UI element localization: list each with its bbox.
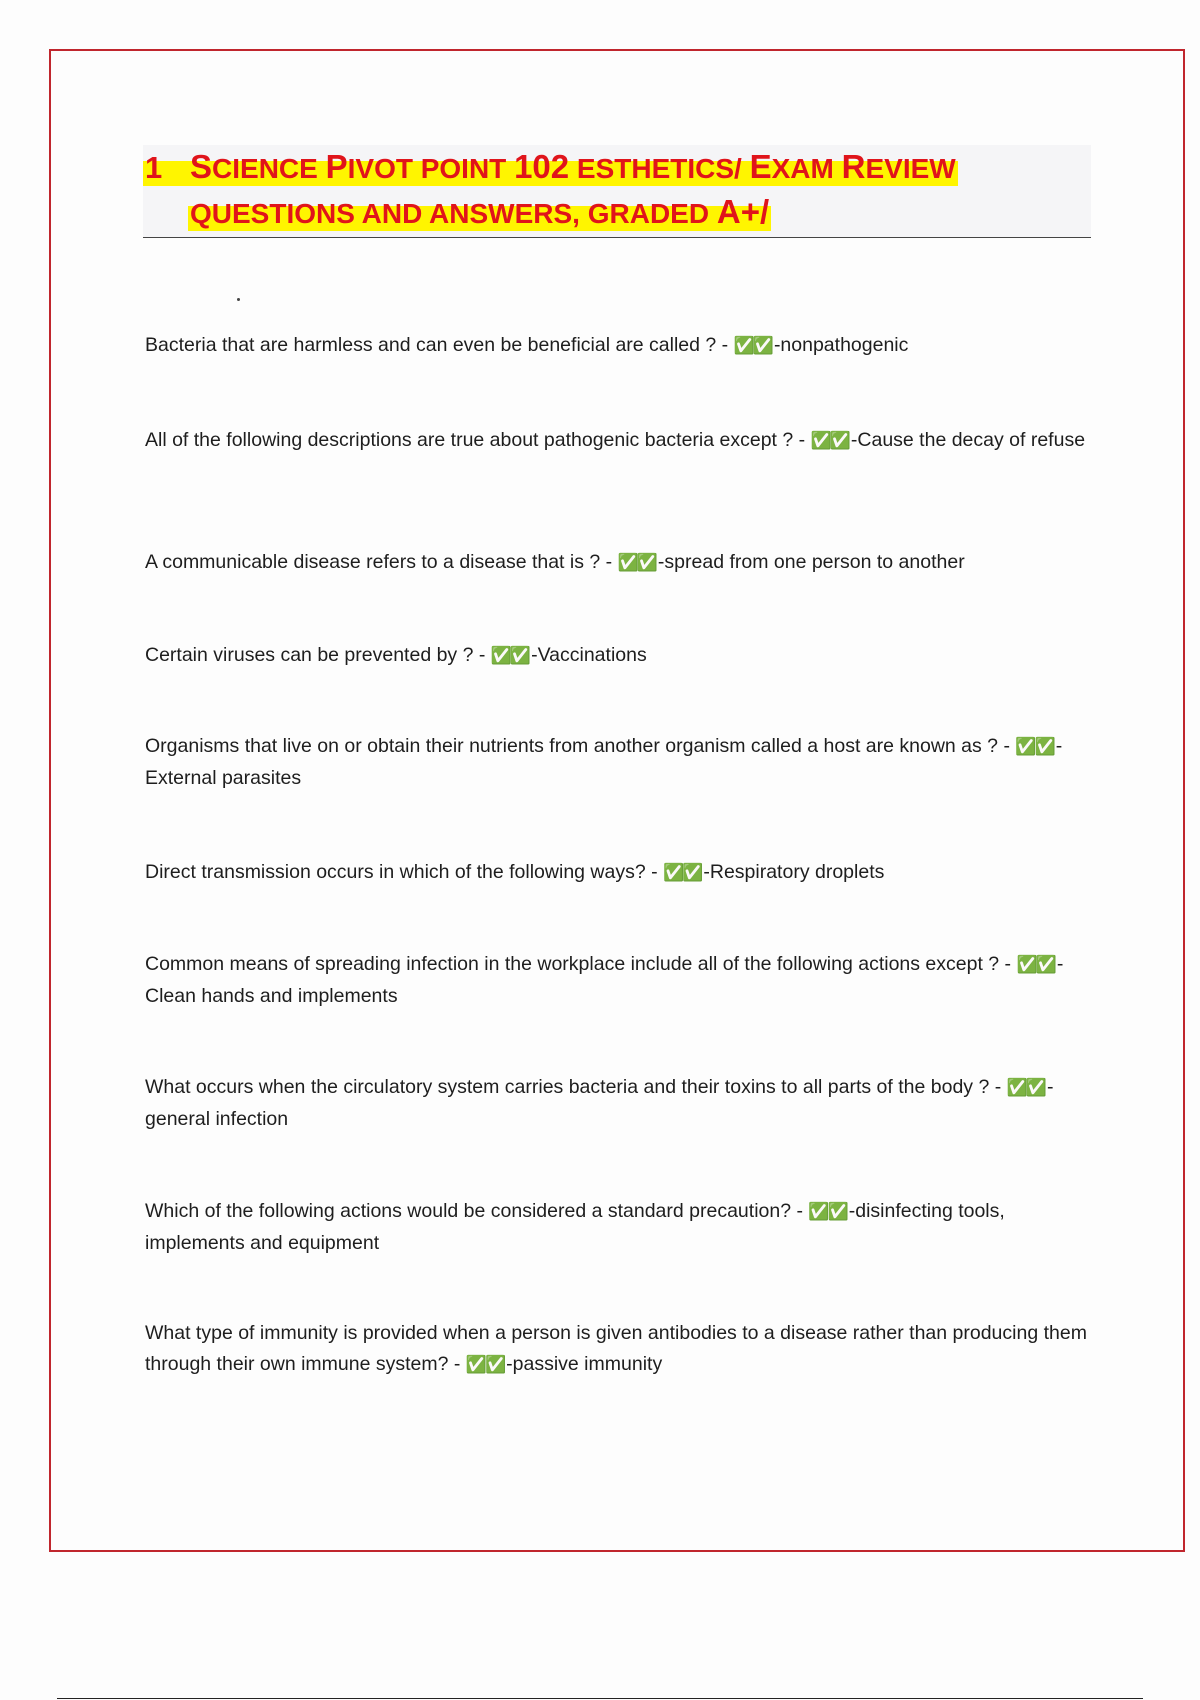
question-text: Which of the following actions would be considered a standard precaution? - <box>145 1200 809 1222</box>
title-fragment: P <box>325 148 348 185</box>
answer-text: -spread from one person to another <box>657 551 965 573</box>
question-text: What type of immunity is provided when a person is given antibodies to a disease rather than producing them through their own immune system? - <box>145 1322 1087 1375</box>
title-fragment: ESTHETICS/ <box>569 153 750 184</box>
qa-item <box>145 1072 1090 1135</box>
answer-text: -Respiratory droplets <box>703 861 885 883</box>
title-text-2 <box>190 193 770 230</box>
answer-text: -passive immunity <box>506 1353 663 1375</box>
title-text-1 <box>190 148 956 185</box>
check-icon: ✅✅ <box>808 1202 847 1222</box>
question-text: A communicable disease refers to a disease that is ? - <box>145 551 618 573</box>
answer-text: -nonpathogenic <box>773 334 909 356</box>
question-text: Bacteria that are harmless and can even be beneficial are called ? - <box>145 334 734 356</box>
title-fragment: S <box>190 148 213 185</box>
title-line-2 <box>188 195 771 228</box>
document-title <box>143 145 1091 238</box>
stray-dot <box>237 298 240 301</box>
question-text: All of the following descriptions are true about pathogenic bacteria except ? - <box>145 429 811 451</box>
check-icon: ✅✅ <box>465 1355 505 1375</box>
qa-item <box>145 425 1090 457</box>
title-fragment: R <box>841 148 866 185</box>
check-icon: ✅✅ <box>733 336 772 356</box>
check-icon: ✅✅ <box>663 863 702 883</box>
qa-item <box>145 949 1090 1012</box>
check-icon: ✅✅ <box>617 553 656 573</box>
title-fragment: QUESTIONS AND ANSWERS, GRADED <box>190 198 717 229</box>
title-highlight-1 <box>143 148 958 186</box>
check-icon: ✅✅ <box>490 646 530 666</box>
title-fragment: A+/ <box>716 193 770 230</box>
title-fragment: 102 <box>514 148 570 185</box>
title-line-1 <box>143 150 958 183</box>
answer-text: -Vaccinations <box>531 644 647 666</box>
check-icon: ✅✅ <box>1006 1078 1045 1098</box>
question-text: Organisms that live on or obtain their nutrients from another organism called a host are known as ? - <box>145 735 1016 757</box>
check-icon: ✅✅ <box>1016 955 1055 975</box>
qa-item <box>145 1318 1090 1381</box>
check-icon: ✅✅ <box>1015 737 1054 757</box>
qa-item <box>145 640 1090 672</box>
title-fragment: EVIEW <box>865 153 956 184</box>
qa-item <box>145 857 1090 889</box>
title-highlight-2 <box>188 193 771 231</box>
title-fragment: CIENCE <box>212 153 326 184</box>
answer-text: -External parasites <box>145 735 1063 789</box>
answer-text: -Cause the decay of refuse <box>850 429 1086 451</box>
title-fragment: E <box>749 148 772 185</box>
question-text: What occurs when the circulatory system carries bacteria and their toxins to all parts of the body ? - <box>145 1076 1007 1098</box>
qa-item <box>145 330 1090 362</box>
answer-text: -Clean hands and implements <box>145 953 1064 1007</box>
title-fragment: XAM <box>771 153 842 184</box>
answer-text: -general infection <box>145 1076 1054 1130</box>
qa-item <box>145 1196 1090 1259</box>
question-text: Common means of spreading infection in the workplace include all of the following actions except ? - <box>145 953 1017 975</box>
qa-item <box>145 731 1090 794</box>
question-text: Certain viruses can be prevented by ? - <box>145 644 491 666</box>
question-text: Direct transmission occurs in which of the following ways? - <box>145 861 664 883</box>
check-icon: ✅✅ <box>810 431 849 451</box>
footer-rule <box>57 1698 1143 1699</box>
answer-text: -disinfecting tools, implements and equipment <box>145 1200 1005 1254</box>
qa-item <box>145 547 1090 579</box>
title-number: 1 <box>145 150 163 185</box>
title-fragment: IVOT POINT <box>347 153 515 184</box>
